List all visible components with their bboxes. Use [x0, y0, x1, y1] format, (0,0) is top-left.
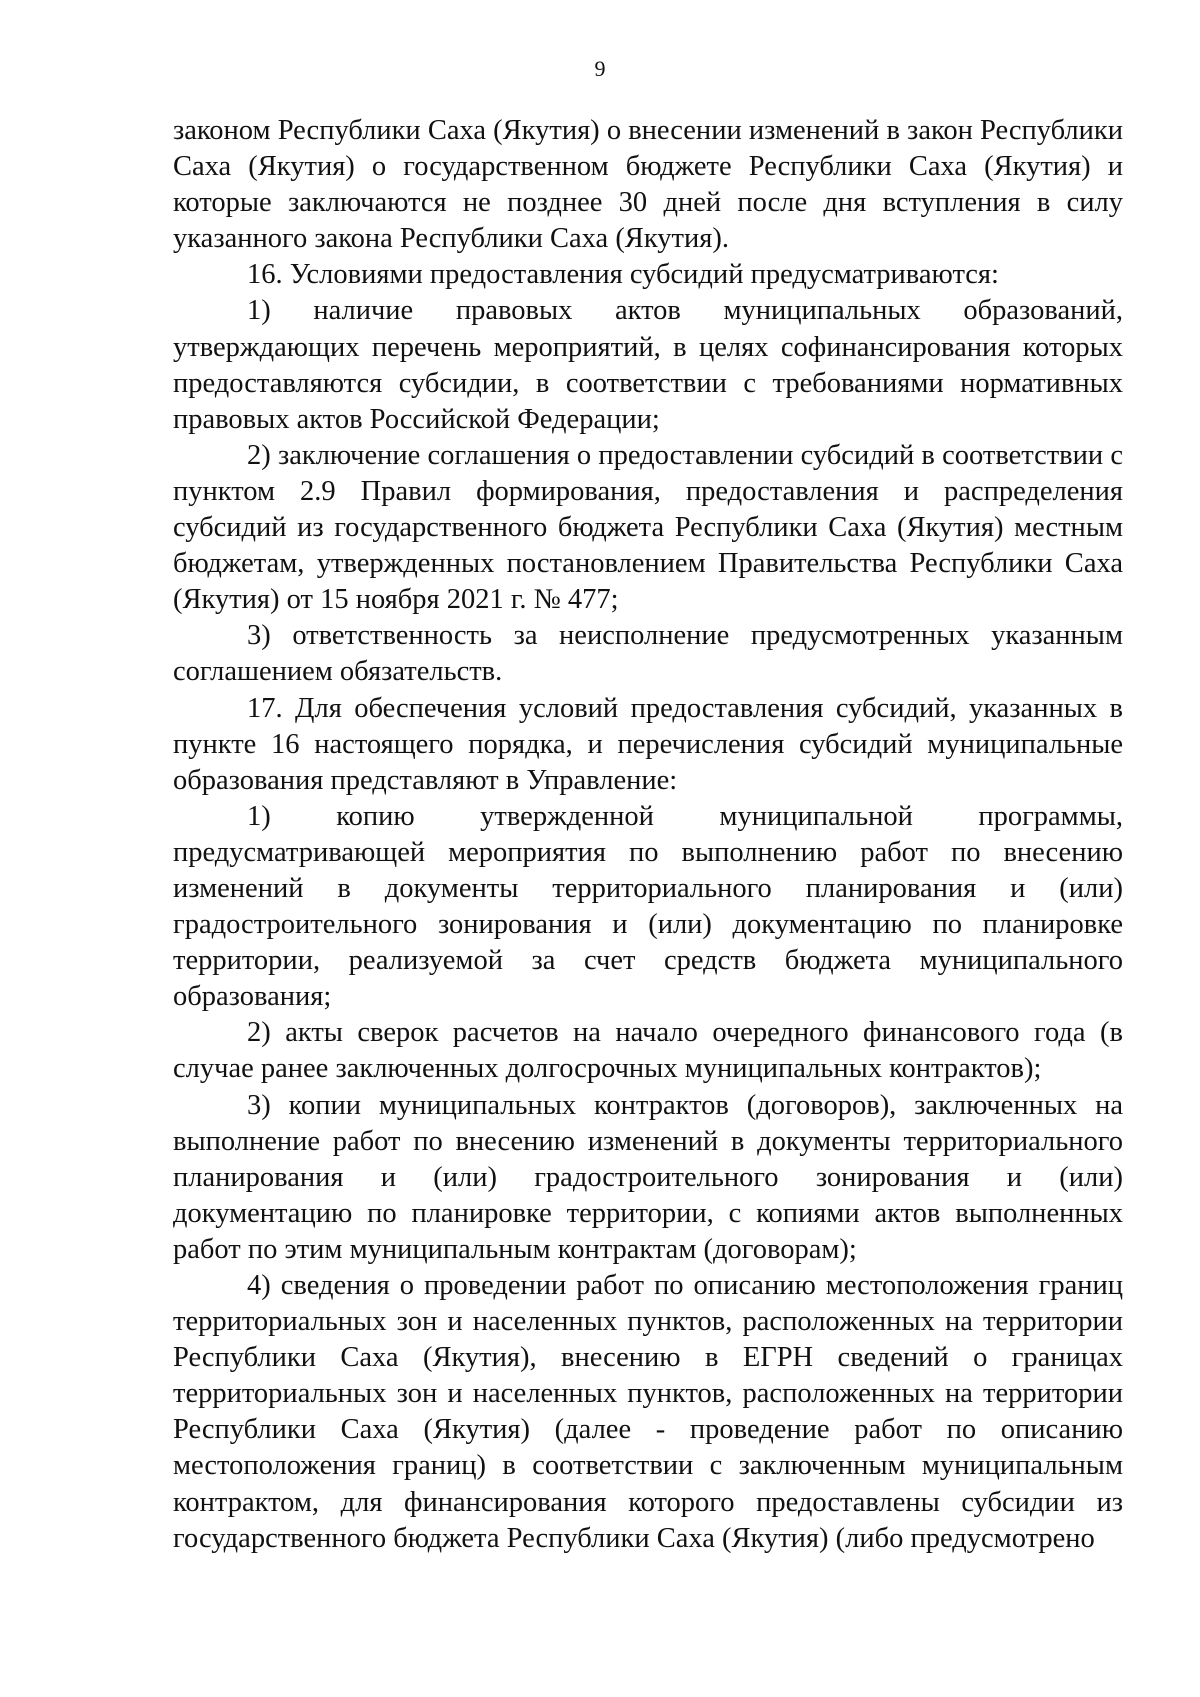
paragraph-item-16-1: 1) наличие правовых актов муниципальных образований, утверждающих перечень мероприятий, в целях софинансирования которых предоставляются субсидии, в соответствии с требованиями нормативных правовых актов Российской Федерации; — [173, 295, 1123, 435]
paragraph-item-17-1: 1) копию утвержденной муниципальной программы, предусматривающей мероприятия по выполнению работ по внесению изменений в документы территориального планирования и (или) градостроительного зонирования и (или) документацию по планировке территории, реализуемой за счет средств бюджета муниципального образования; — [173, 800, 1123, 1013]
page-number: 9 — [594, 56, 606, 81]
paragraph-item-16-3: 3) ответственность за неисполнение предусмотренных указанным соглашением обязательств. — [173, 620, 1123, 688]
paragraph-continuation: законом Республики Саха (Якутия) о внесении изменений в закон Республики Саха (Якутия) о государственном бюджете Республики Саха (Якутия) и которые заключаются не позднее 30 дней после дня вступления в силу указанного закона Республики Саха (Якутия). — [173, 115, 1123, 255]
paragraph-item-16-2: 2) заключение соглашения о предоставлении субсидий в соответствии с пунктом 2.9 Правил формирования, предоставления и распределения субсидий из государственного бюджета Республики Саха (Якутия) местным бюджетам, утвержденных постановлением Правительства Республики Саха (Якутия) от 15 ноября 2021 г. № 477; — [173, 439, 1123, 616]
document-body — [173, 113, 1123, 1557]
paragraph-item-17: 17. Для обеспечения условий предоставления субсидий, указанных в пункте 16 настоящего порядка, и перечисления субсидий муниципальные образования представляют в Управление: — [173, 692, 1123, 796]
paragraph-item-17-2: 2) акты сверок расчетов на начало очередного финансового года (в случае ранее заключенных долгосрочных муниципальных контрактов); — [173, 1017, 1123, 1085]
paragraph-item-16: 16. Условиями предоставления субсидий предусматриваются: — [247, 259, 999, 291]
paragraph-item-17-3: 3) копии муниципальных контрактов (договоров), заключенных на выполнение работ по внесению изменений в документы территориального планирования и (или) градостроительного зонирования и (или) документацию по планировке территории, с копиями актов выполненных работ по этим муниципальным контрактам (договорам); — [173, 1089, 1123, 1265]
paragraph-item-17-4: 4) сведения о проведении работ по описанию местоположения границ территориальных зон и населенных пунктов, расположенных на территории Республики Саха (Якутия), внесению в ЕГРН сведений о границах территориальных зон и населенных пунктов, расположенных на территории Республики Саха (Якутия) (далее - проведение работ по описанию местоположения границ) в соответствии с заключенным муниципальным контрактом, для финансирования которого предоставлены субсидии из государственного бюджета Республики Саха (Якутия) (либо предусмотрено — [173, 1270, 1123, 1554]
